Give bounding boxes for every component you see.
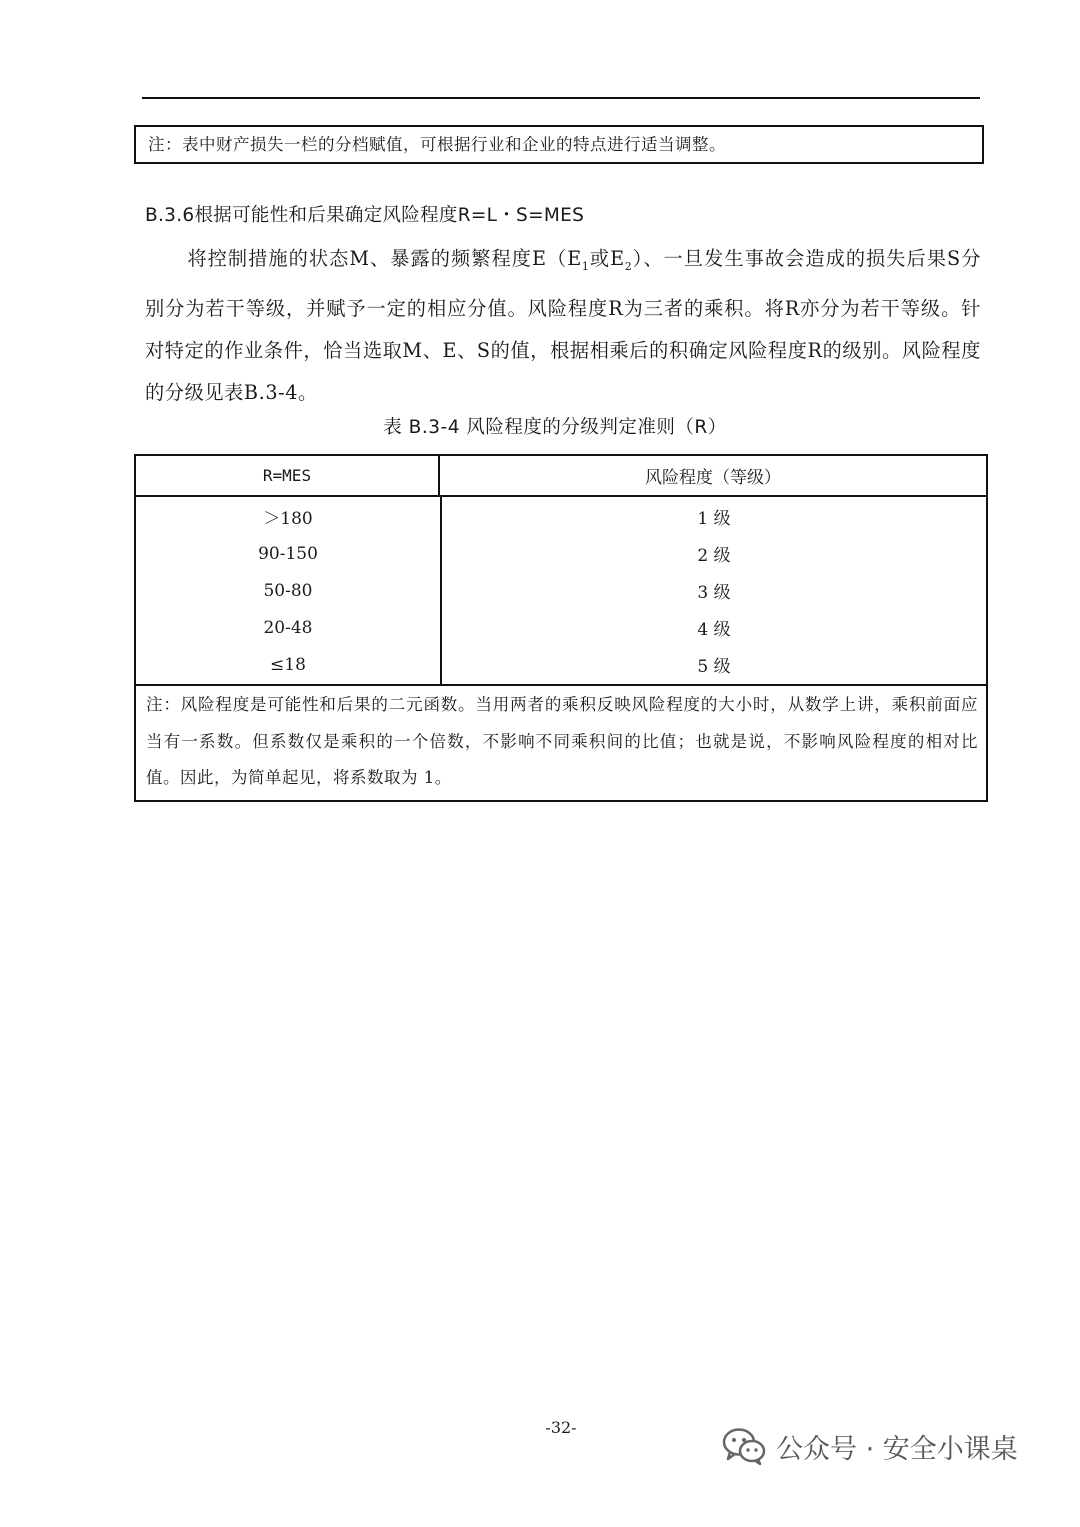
subscript-1: 1 — [581, 259, 590, 273]
table-cell-level: 2 级 — [697, 546, 731, 566]
paragraph-part-2: 或E — [589, 247, 625, 270]
body-paragraph — [145, 238, 981, 414]
header-rmes: R=MES — [136, 456, 440, 495]
table-title: 表 B.3-4 风险程度的分级判定准则（R） — [383, 417, 727, 438]
table-note: 注：风险程度是可能性和后果的二元函数。当用两者的乘积反映风险程度的大小时，从数学上讲，乘积前面应当有一系数。但系数仅是乘积的一个倍数，不影响不同乘积间的比值；也就是说，不影响风险程度的相对比值。因此，为简单起见，将系数取为 1。 — [146, 695, 978, 787]
table-cell-rmes: 20-48 — [263, 617, 313, 638]
paragraph-part-3: ）、一旦发生事故会造成的损失后果S分别分为若干等级，并赋予一定的相应分值。风险程度R为三者的乘积。将R亦分为若干等级。针对特定的作业条件，恰当选取M、E、S的值，根据相乘后的积确定风险程度R的级别。风险程度的分级见表B.3-4。 — [145, 247, 981, 404]
watermark — [722, 1420, 1018, 1472]
watermark-text: 公众号 · 安全小课桌 — [776, 1433, 1018, 1465]
rmes-column — [136, 497, 442, 684]
header-risk-level: 风险程度（等级） — [645, 468, 781, 488]
subscript-2: 2 — [624, 259, 633, 273]
section-heading: B.3.6根据可能性和后果确定风险程度R=L・S=MES — [145, 205, 585, 226]
table-cell-level: 4 级 — [697, 620, 731, 640]
table-body — [136, 497, 986, 686]
table-cell-rmes: 90-150 — [258, 543, 318, 564]
table-cell-level: 3 级 — [697, 583, 731, 603]
wechat-icon — [722, 1426, 766, 1466]
level-column — [442, 497, 986, 684]
table-cell-rmes: ＞180 — [263, 509, 313, 529]
paragraph-part-1: 将控制措施的状态M、暴露的频繁程度E（E — [187, 247, 582, 270]
table-cell-rmes: ≤18 — [270, 654, 306, 675]
table-cell-level: 5 级 — [697, 657, 731, 677]
property-loss-note: 注：表中财产损失一栏的分档赋值，可根据行业和企业的特点进行适当调整。 — [134, 125, 984, 164]
table-header-row — [136, 456, 986, 497]
page-number: -32- — [545, 1418, 577, 1437]
table-cell-rmes: 50-80 — [263, 580, 313, 601]
risk-level-table — [134, 454, 988, 802]
table-cell-level: 1 级 — [697, 509, 731, 529]
header-rule — [142, 97, 980, 99]
